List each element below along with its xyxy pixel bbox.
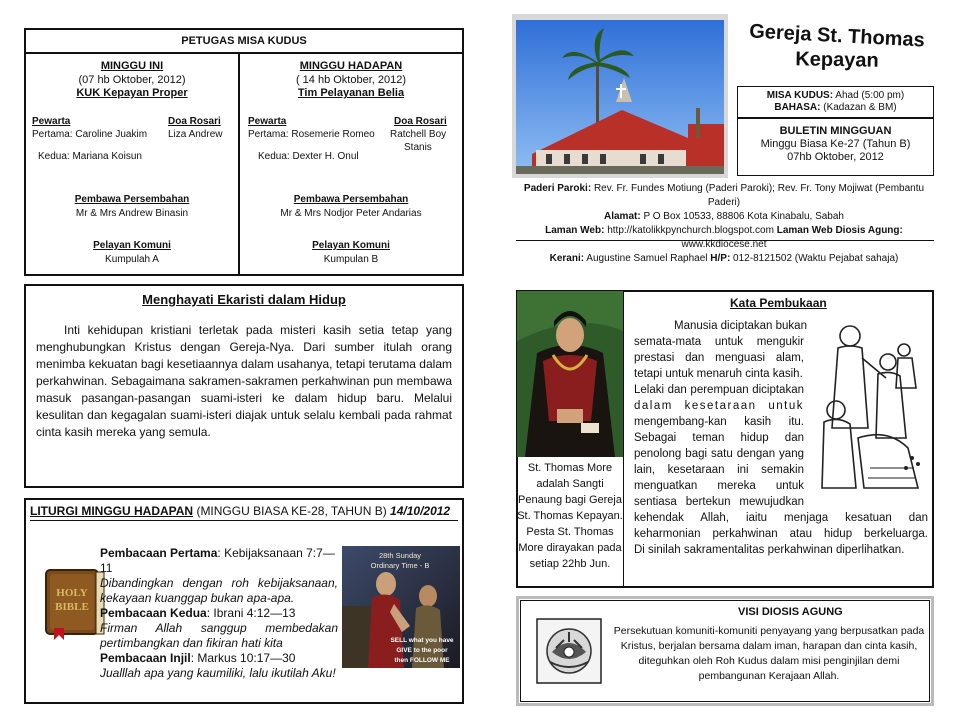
bulletin-title: BULETIN MINGGUAN [779, 125, 892, 137]
kata-line: Di sinilah sakramentalitas perkahwinan diperlihatkan. [634, 544, 905, 556]
doa-rosari-name-2: Stanis [404, 142, 432, 153]
kata-line: mengembang-kan kasih itu. [634, 416, 804, 428]
gospel-caption-2: Ordinary Time - B [370, 561, 430, 570]
this-week-column [26, 54, 238, 274]
web-label: Laman Web: [545, 225, 605, 236]
persembahan-label: Pembawa Persembahan [293, 194, 409, 205]
kata-line: menguatkan mereka untuk [634, 480, 804, 492]
kata-line: tetapi untuk menaruh cinta kasih. [634, 368, 803, 380]
bulletin-date: 07hb Oktober, 2012 [787, 151, 884, 163]
st-thomas-more-portrait [517, 291, 623, 457]
web-diosis-label: Laman Web Diosis Agung: [776, 225, 903, 236]
pewarta-pertama: Pertama: Rosemerie Romeo [248, 129, 375, 140]
reading-2-ref: : Ibrani 4:12—13 [206, 606, 296, 620]
doa-rosari-label: Doa Rosari [168, 116, 221, 127]
reading-1 [100, 546, 338, 576]
kata-line: Lelaki dan perempuan diciptakan [634, 384, 804, 396]
visi-title: VISI DIOSIS AGUNG [738, 606, 843, 618]
kata-line: sentiasa bertekun mewujudkan [634, 496, 804, 508]
pewarta-label: Pewarta [32, 116, 71, 127]
reading-1-label: Pembacaan Pertama [100, 546, 218, 560]
bahasa-line [738, 102, 933, 114]
misa-value: Ahad (5:00 pm) [833, 90, 905, 101]
persembahan-name: Mr & Mrs Nodjor Peter Andarias [280, 208, 422, 219]
bulletin-week: Minggu Biasa Ke-27 (Tahun B) [760, 138, 911, 150]
family-sketch-illustration [808, 318, 930, 498]
bible-text-bible: BIBLE [55, 601, 89, 613]
paderi-label: Paderi Paroki: [523, 183, 592, 194]
kata-line: prestasi dan menguasi alam, [634, 352, 804, 364]
reading-1-text: Dibandingkan dengan roh kebijaksanaan, kekayaan kuanggap bukan apa-apa. [100, 576, 338, 605]
church-name-line1: Gereja St. Thomas [748, 20, 926, 52]
persembahan-name: Mr & Mrs Andrew Binasin [75, 208, 189, 219]
web-line [512, 224, 936, 252]
liturgi-title [30, 504, 458, 521]
paderi-value: Rev. Fr. Fundes Motiung (Paderi Paroki); Rev. Fr. Tony Mojiwat (Pembantu Paderi) [591, 183, 925, 208]
reading-3-label: Pembacaan Injil [100, 651, 191, 665]
contact-divider [516, 240, 934, 241]
bahasa-value: (Kadazan & BM) [820, 102, 897, 113]
kata-line: lain, kesetaraan ini semakin [634, 464, 804, 476]
next-week-title: MINGGU HADAPAN [299, 60, 403, 72]
this-week-title: MINGGU INI [100, 60, 164, 72]
gospel-illustration [342, 546, 460, 668]
church-name-title [732, 20, 942, 72]
hp-value: 012-8121502 (Waktu Pejabat sahaja) [730, 253, 899, 264]
liturgi-title-sub: (MINGGU BIASA KE-28, TAHUN B) [193, 504, 391, 518]
petugas-panel [24, 28, 464, 276]
reading-3 [100, 651, 338, 666]
komuni-label: Pelayan Komuni [312, 240, 390, 251]
reading-2-text: Firman Allah sanggup membedakan pertimbangkan dan fikiran hati kita [100, 621, 338, 650]
reading-3-text: Jualllah apa yang kaumiliki, lalu ikutilah Aku! [100, 666, 336, 680]
gospel-quote-2: GIVE to the poor [396, 647, 448, 654]
komuni-name: Kumpulah A [105, 254, 159, 265]
ekaristi-panel [24, 284, 464, 488]
alamat-line [512, 210, 936, 224]
kata-line: penolong bagi satu dengan yang [634, 448, 804, 460]
persembahan-label: Pembawa Persembahan [74, 194, 190, 205]
bible-text-holy: HOLY [56, 587, 88, 599]
kata-title: Kata Pembukaan [730, 296, 827, 310]
diocese-logo [536, 618, 602, 684]
doa-rosari-name: Liza Andrew [168, 129, 223, 140]
ekaristi-body: Inti kehidupan kristiani terletak pada misteri kasih setia tetap yang menghubungkan Kristus dengan Gereja-Nya. Dari sumber itulah orang menimba kekuatan bagi kesetiaannya dalam usahanya, tetapi terutama dalam perkahwinan. Sebagaimana sakramen-sakramen perkahwinan pun membawa masuk pasangan-pasangan suami-isteri ke dalam hidup baru. Melalui kesulitan dan kegagalan suami-isteri diajak untuk selalu kembali pada rahmat cinta kasih mereka yang semula. [36, 323, 452, 439]
reading-1-ref: : Kebijaksanaan 7:7—11 [100, 546, 335, 575]
pewarta-label: Pewarta [248, 116, 287, 127]
kata-line: semata-mata untuk mengukir [634, 336, 804, 348]
kerani-label: Kerani: [549, 253, 585, 264]
bulletin-box [737, 118, 934, 176]
web-link[interactable]: http://katolikkpynchurch.blogspot.com [604, 225, 777, 236]
next-week-group: Tim Pelayanan Belia [297, 87, 405, 99]
doa-rosari-label: Doa Rosari [394, 116, 447, 127]
hp-label: H/P: [710, 253, 731, 264]
kata-line: Manusia diciptakan bukan [674, 320, 807, 332]
next-week-date: ( 14 hb Oktober, 2012) [295, 74, 407, 86]
web-diosis-link[interactable]: www.kkdiocese.net [681, 239, 767, 250]
this-week-group: KUK Kepayan Proper [76, 87, 188, 99]
doa-rosari-name-1: Ratchell Boy [390, 129, 447, 140]
reading-2-label: Pembacaan Kedua [100, 606, 207, 620]
misa-line [738, 90, 933, 102]
kerani-value: Augustine Samuel Raphael [584, 253, 711, 264]
kata-line: Sebagai teman hidup dan [634, 432, 804, 444]
next-week-column [240, 54, 462, 274]
reading-2 [100, 606, 338, 621]
gospel-quote-1: SELL what you have [390, 637, 454, 644]
paderi-line [512, 182, 936, 210]
gospel-caption-1: 28th Sunday [378, 551, 422, 560]
reading-3-ref: : Markus 10:17—30 [190, 651, 296, 665]
kata-line: kehendak Allah, iaitu menjaga kesatuan dan [634, 512, 928, 524]
church-name-line2: Kepayan [795, 48, 879, 72]
visi-text: Persekutuan komuniti-komuniti penyayang yang berpusatkan pada Kristus, berjalan bersama dalam iman, harapan dan cinta kasih, diteguhkan oleh Roh Kudus dalam misi penginjilan demi pembangunan Kerajaan Allah. [613, 625, 925, 682]
kata-divider [623, 291, 624, 587]
this-week-date: (07 hb Oktober, 2012) [78, 74, 186, 86]
readings-list [100, 546, 338, 681]
liturgi-title-main: LITURGI MINGGU HADAPAN [30, 504, 194, 518]
liturgi-panel [24, 498, 464, 704]
kata-line: dalam kesetaraan untuk [634, 400, 804, 412]
mass-info-box [737, 86, 934, 118]
gospel-quote-3: then FOLLOW ME [394, 657, 450, 664]
komuni-label: Pelayan Komuni [93, 240, 171, 251]
contact-info [512, 182, 936, 266]
kerani-line [512, 252, 936, 266]
misa-label: MISA KUDUS: [766, 90, 834, 101]
st-thomas-more-caption: St. Thomas More adalah Sangti Penaung bagi Gereja St. Thomas Kepayan. Pesta St. Thomas More dirayakan pada setiap 22hb Jun. [517, 462, 623, 570]
pewarta-pertama: Pertama: Caroline Juakim [32, 129, 148, 140]
ekaristi-title: Menghayati Ekaristi dalam Hidup [142, 292, 346, 307]
liturgi-title-date: 14/10/2012 [390, 504, 451, 518]
alamat-label: Alamat: [604, 211, 641, 222]
pewarta-kedua: Kedua: Dexter H. Onul [258, 151, 359, 162]
petugas-heading: PETUGAS MISA KUDUS [26, 30, 462, 54]
kata-line: keharmonian perkahwinan atau hidup berkeluarga. [634, 528, 928, 540]
pewarta-kedua: Kedua: Mariana Koisun [38, 151, 142, 162]
alamat-value: P O Box 10533, 88806 Kota Kinabalu, Sabah [640, 211, 844, 222]
church-photo [512, 14, 728, 178]
bahasa-label: BAHASA: [774, 102, 821, 113]
komuni-name: Kumpulan B [323, 254, 379, 265]
